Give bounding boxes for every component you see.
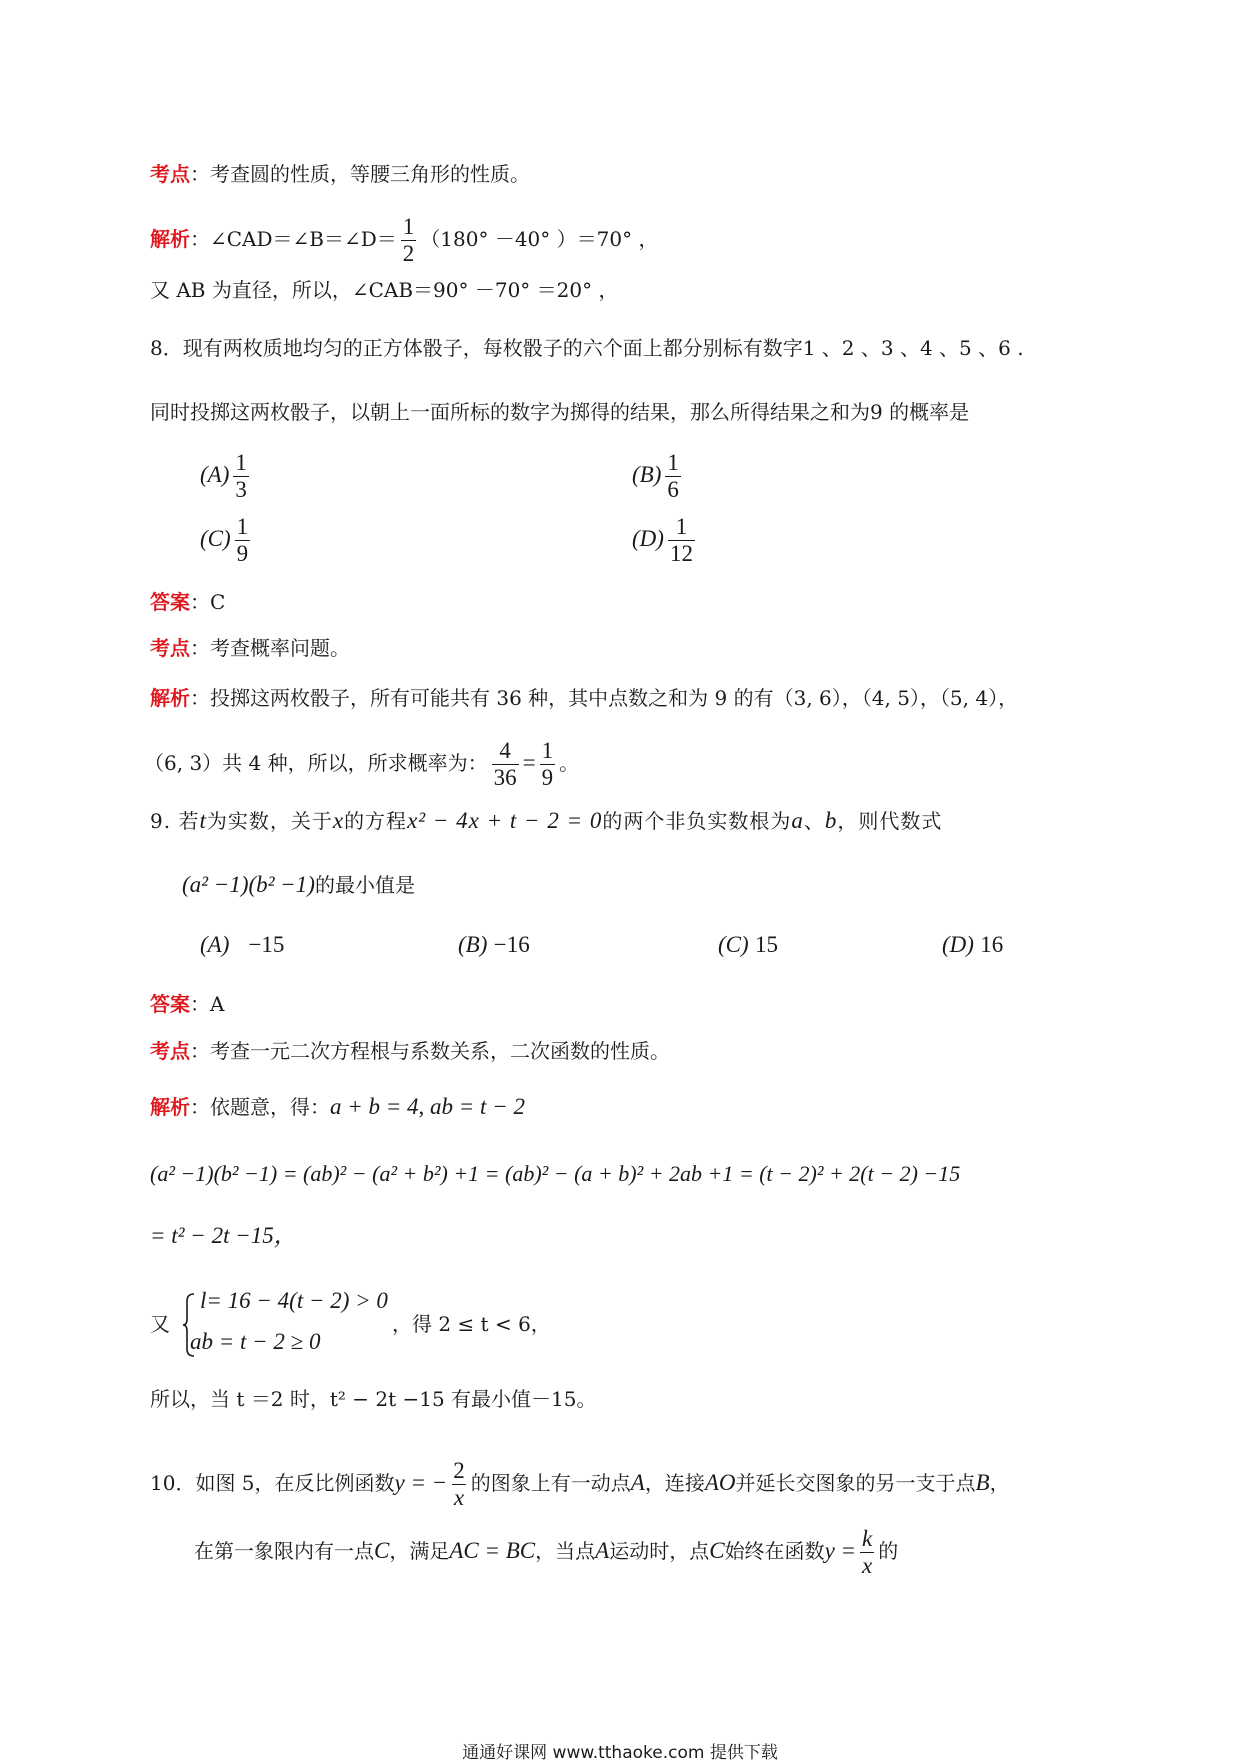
kaodian-label: 考点 <box>150 162 190 186</box>
q8-line-1 <box>150 334 1024 362</box>
kaodian-text: ：考查一元二次方程根与系数关系，二次函数的性质。 <box>190 1039 670 1063</box>
q9-line-1: 9. 若t为实数，关于x的方程x² − 4x + t − 2 = 0的两个非负实数根为a、b，则代数式 <box>150 808 943 833</box>
jiexi-line <box>150 214 658 267</box>
q9-option-b: (B) −16 <box>458 932 530 957</box>
answer-text: ：A <box>190 992 225 1016</box>
q8-option-d: (D) $\frac{1}{12}$ <box>632 514 693 566</box>
q9-answer <box>150 990 224 1018</box>
jiexi-label: 解析 <box>150 227 190 251</box>
q8-jiexi-2: （6, 3）共 4 种，所以，所求概率为： $\frac{4}{36}$ = $\frac{1}{9}$ 。 <box>144 738 580 790</box>
page-footer: 通通好课网 www.tthaoke.com 提供下载 <box>462 1743 778 1763</box>
system-result: ，得 2 ≤ t < 6， <box>392 1312 551 1336</box>
jiexi-label: 解析 <box>150 686 190 710</box>
fraction-4-36: $\frac{4}{36}$ <box>493 738 517 790</box>
q9-equation-2 <box>150 1222 297 1250</box>
jiexi-text-a: ：∠CAD＝∠B＝∠D＝ <box>190 227 397 251</box>
kaodian-label: 考点 <box>150 1039 190 1063</box>
q9-kaodian <box>150 1037 670 1065</box>
q8-option-b: (B) $\frac{1}{6}$ <box>632 450 679 502</box>
q8-text-2: 同时投掷这两枚骰子，以朝上一面所标的数字为掷得的结果，那么所得结果之和为9 的概率是 <box>150 400 970 424</box>
q8-kaodian <box>150 634 350 662</box>
q9-option-d: (D) 16 <box>942 932 1004 957</box>
fraction-k-x: $\frac{k}{x}$ <box>862 1526 873 1578</box>
q8-option-c: (C) $\frac{1}{9}$ <box>200 514 249 566</box>
q9-jiexi: 解析：依题意，得：a + b = 4, ab = t − 2 <box>150 1094 525 1119</box>
fraction-1-9: $\frac{1}{9}$ <box>541 738 554 790</box>
system-eq-2: ab = t − 2 ≥ 0 <box>190 1329 321 1354</box>
kaodian-label: 考点 <box>150 636 190 660</box>
fraction-half: $\frac{1}{2}$ <box>402 214 415 266</box>
q8-jiexi <box>150 684 1018 712</box>
kaodian-text: ：考查概率问题。 <box>190 636 350 660</box>
kaodian-text: ：考查圆的性质，等腰三角形的性质。 <box>190 162 530 186</box>
q8-option-a: (A) $\frac{1}{3}$ <box>200 450 247 502</box>
q9-option-c: (C) 15 <box>718 932 779 957</box>
q10-line-2: 在第一象限内有一点C，满足AC = BC，当点A运动时，点C始终在函数y = $\frac{k}{x}$ 的 <box>194 1526 899 1578</box>
q10-line-1: 10．如图 5，在反比例函数y = − $\frac{2}{x}$ 的图象上有一动点A，连接AO并延长交图象的另一支于点B， <box>150 1458 1010 1510</box>
q8-text-1: 8．现有两枚质地均匀的正方体骰子，每枚骰子的六个面上都分别标有数字1 、2 、3 、4 、5 、6 . <box>150 336 1024 360</box>
answer-label: 答案 <box>150 992 190 1016</box>
q9-expression: (a² −1)(b² −1) <box>182 872 315 897</box>
q8-line-2 <box>150 398 969 426</box>
answer-label: 答案 <box>150 590 190 614</box>
q9-conclusion: 所以，当 t ＝2 时，t² − 2t −15 有最小值－15。 <box>150 1387 597 1411</box>
q9-line-2: (a² −1)(b² −1)的最小值是 <box>182 872 415 897</box>
equation-2: = t² − 2t −15， <box>150 1223 297 1248</box>
long-equation: (a² −1)(b² −1) = (ab)² − (a² + b²) +1 = (ab)² − (a + b)² + 2ab +1 = (t − 2)² + 2(t − 2) −15 <box>150 1161 961 1186</box>
q9-system: 又 <box>150 1312 170 1336</box>
q9-option-a: (A) −15 <box>200 932 285 957</box>
system-eq-1: l= 16 − 4(t − 2) > 0 <box>200 1288 388 1313</box>
answer-text: ：C <box>190 590 226 614</box>
kaodian-line <box>150 160 530 188</box>
jiexi-text-b: （180° －40° ）＝70° ， <box>420 227 659 251</box>
jiexi-equation: a + b = 4, ab = t − 2 <box>330 1094 525 1119</box>
q9-long-equation <box>150 1160 960 1188</box>
q9-equation: x² − 4x + t − 2 = 0 <box>407 808 603 833</box>
fraction-2-x: $\frac{2}{x}$ <box>453 1458 465 1510</box>
jiexi-text-2: （6, 3）共 4 种，所以，所求概率为： <box>144 751 488 775</box>
jiexi-line-2 <box>150 276 618 304</box>
q8-answer <box>150 588 225 616</box>
jiexi-text: ：投掷这两枚骰子，所有可能共有 36 种，其中点数之和为 9 的有（3, 6），（4, 5），（5, 4）， <box>190 686 1019 710</box>
jiexi-text-c: 又 AB 为直径，所以，∠CAB＝90° －70° ＝20° ， <box>150 278 619 302</box>
jiexi-label: 解析 <box>150 1095 190 1119</box>
